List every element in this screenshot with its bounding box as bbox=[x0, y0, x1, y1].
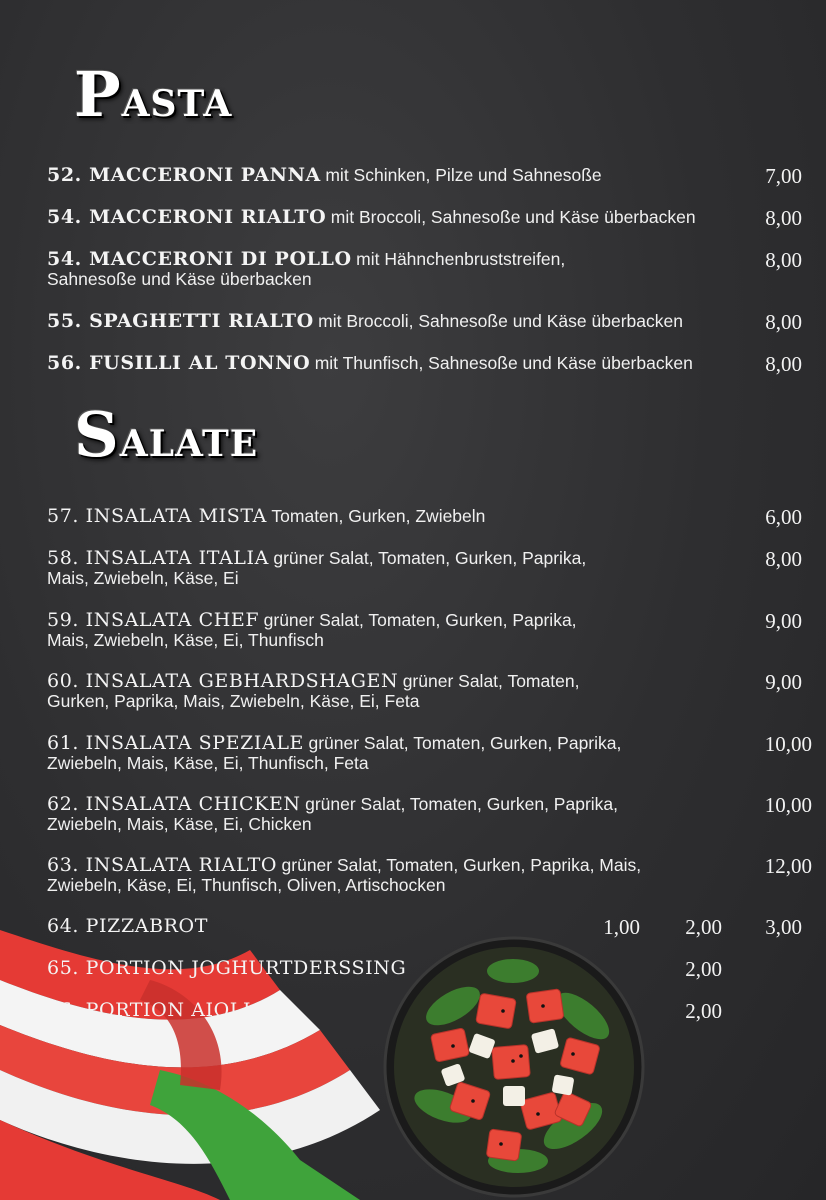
item-name: 65. PORTION JOGHURTDERSSING bbox=[47, 957, 407, 979]
pasta-heading-rest: ASTA bbox=[121, 83, 233, 125]
item-description-line2: Zwiebeln, Käse, Ei, Thunfisch, Oliven, Artischocken bbox=[47, 875, 446, 895]
item-description-line2: Gurken, Paprika, Mais, Zwiebeln, Käse, Ei, Feta bbox=[47, 691, 420, 711]
menu-item bbox=[47, 250, 737, 290]
menu-item bbox=[47, 856, 737, 896]
item-price-large: 3,00 bbox=[765, 915, 802, 939]
item-name: 60. INSALATA GEBHARDSHAGEN bbox=[47, 670, 399, 692]
menu-item bbox=[47, 507, 737, 527]
salate-heading-rest: ALATE bbox=[119, 423, 259, 465]
item-price: 6,00 bbox=[765, 505, 802, 529]
item-price: 8,00 bbox=[765, 352, 802, 376]
menu-item bbox=[47, 549, 737, 589]
item-description-line2: Mais, Zwiebeln, Käse, Ei bbox=[47, 568, 239, 588]
menu-item bbox=[47, 611, 737, 651]
item-description: grüner Salat, Tomaten, Gurken, Paprika, bbox=[263, 610, 577, 630]
item-name: 56. FUSILLI AL TONNO bbox=[47, 352, 311, 374]
pasta-heading-initial: P bbox=[74, 58, 122, 131]
menu-item bbox=[47, 734, 737, 774]
item-description: grüner Salat, Tomaten, Gurken, Paprika, bbox=[308, 733, 622, 753]
item-price: 7,00 bbox=[765, 164, 802, 188]
menu-item bbox=[47, 166, 737, 186]
pasta-heading bbox=[74, 58, 232, 131]
item-price: 2,00 bbox=[685, 957, 722, 981]
item-description: grüner Salat, Tomaten, Gurken, Paprika, Mais, bbox=[281, 855, 642, 875]
menu-item bbox=[47, 354, 737, 374]
item-name: 54. MACCERONI DI POLLO bbox=[47, 248, 352, 270]
item-name: 66. PORTION AIOLI-DIP bbox=[47, 999, 296, 1021]
item-price: 9,00 bbox=[765, 609, 802, 633]
item-description: mit Broccoli, Sahnesoße und Käse überbacken bbox=[318, 311, 683, 331]
item-description: mit Hähnchenbruststreifen, bbox=[356, 249, 566, 269]
item-description-line2: Zwiebeln, Mais, Käse, Ei, Chicken bbox=[47, 814, 312, 834]
item-description-line2: Zwiebeln, Mais, Käse, Ei, Thunfisch, Feta bbox=[47, 753, 369, 773]
item-description: grüner Salat, Tomaten, Gurken, Paprika, bbox=[273, 548, 587, 568]
item-name: 57. INSALATA MISTA bbox=[47, 505, 267, 527]
item-name: 59. INSALATA CHEF bbox=[47, 609, 260, 631]
item-price: 9,00 bbox=[765, 670, 802, 694]
item-name: 63. INSALATA RIALTO bbox=[47, 854, 278, 876]
item-price: 8,00 bbox=[765, 248, 802, 272]
item-price: 8,00 bbox=[765, 547, 802, 571]
item-name: 58. INSALATA ITALIA bbox=[47, 547, 269, 569]
menu-item bbox=[47, 312, 737, 332]
item-name: 55. SPAGHETTI RIALTO bbox=[47, 310, 314, 332]
item-description-line2: Sahnesoße und Käse überbacken bbox=[47, 269, 312, 289]
salate-heading bbox=[74, 398, 258, 471]
item-price: 8,00 bbox=[765, 310, 802, 334]
item-description: grüner Salat, Tomaten, bbox=[402, 671, 580, 691]
item-price-medium: 2,00 bbox=[685, 915, 722, 939]
item-description: mit Thunfisch, Sahnesoße und Käse überbacken bbox=[314, 353, 693, 373]
item-description: Tomaten, Gurken, Zwiebeln bbox=[271, 506, 486, 526]
item-name: 62. INSALATA CHICKEN bbox=[47, 793, 301, 815]
item-description-line2: Mais, Zwiebeln, Käse, Ei, Thunfisch bbox=[47, 630, 324, 650]
menu-item bbox=[47, 795, 737, 835]
item-name: 54. MACCERONI RIALTO bbox=[47, 206, 327, 228]
item-description: grüner Salat, Tomaten, Gurken, Paprika, bbox=[305, 794, 619, 814]
item-name: 52. MACCERONI PANNA bbox=[47, 164, 321, 186]
item-description: mit Broccoli, Sahnesoße und Käse überbacken bbox=[330, 207, 696, 227]
item-price: 10,00 bbox=[764, 732, 812, 756]
item-name: 64. PIZZABROT bbox=[47, 915, 208, 937]
item-price: 2,00 bbox=[685, 999, 722, 1023]
item-price: 10,00 bbox=[764, 793, 812, 817]
salad-bowl-image bbox=[383, 936, 645, 1198]
item-description: mit Schinken, Pilze und Sahnesoße bbox=[325, 165, 602, 185]
item-price-small: 1,00 bbox=[603, 915, 640, 939]
menu-item bbox=[47, 672, 737, 712]
item-price: 8,00 bbox=[765, 206, 802, 230]
salate-heading-initial: S bbox=[74, 398, 120, 471]
menu-item bbox=[47, 208, 737, 228]
item-price: 12,00 bbox=[764, 854, 812, 878]
item-name: 61. INSALATA SPEZIALE bbox=[47, 732, 305, 754]
